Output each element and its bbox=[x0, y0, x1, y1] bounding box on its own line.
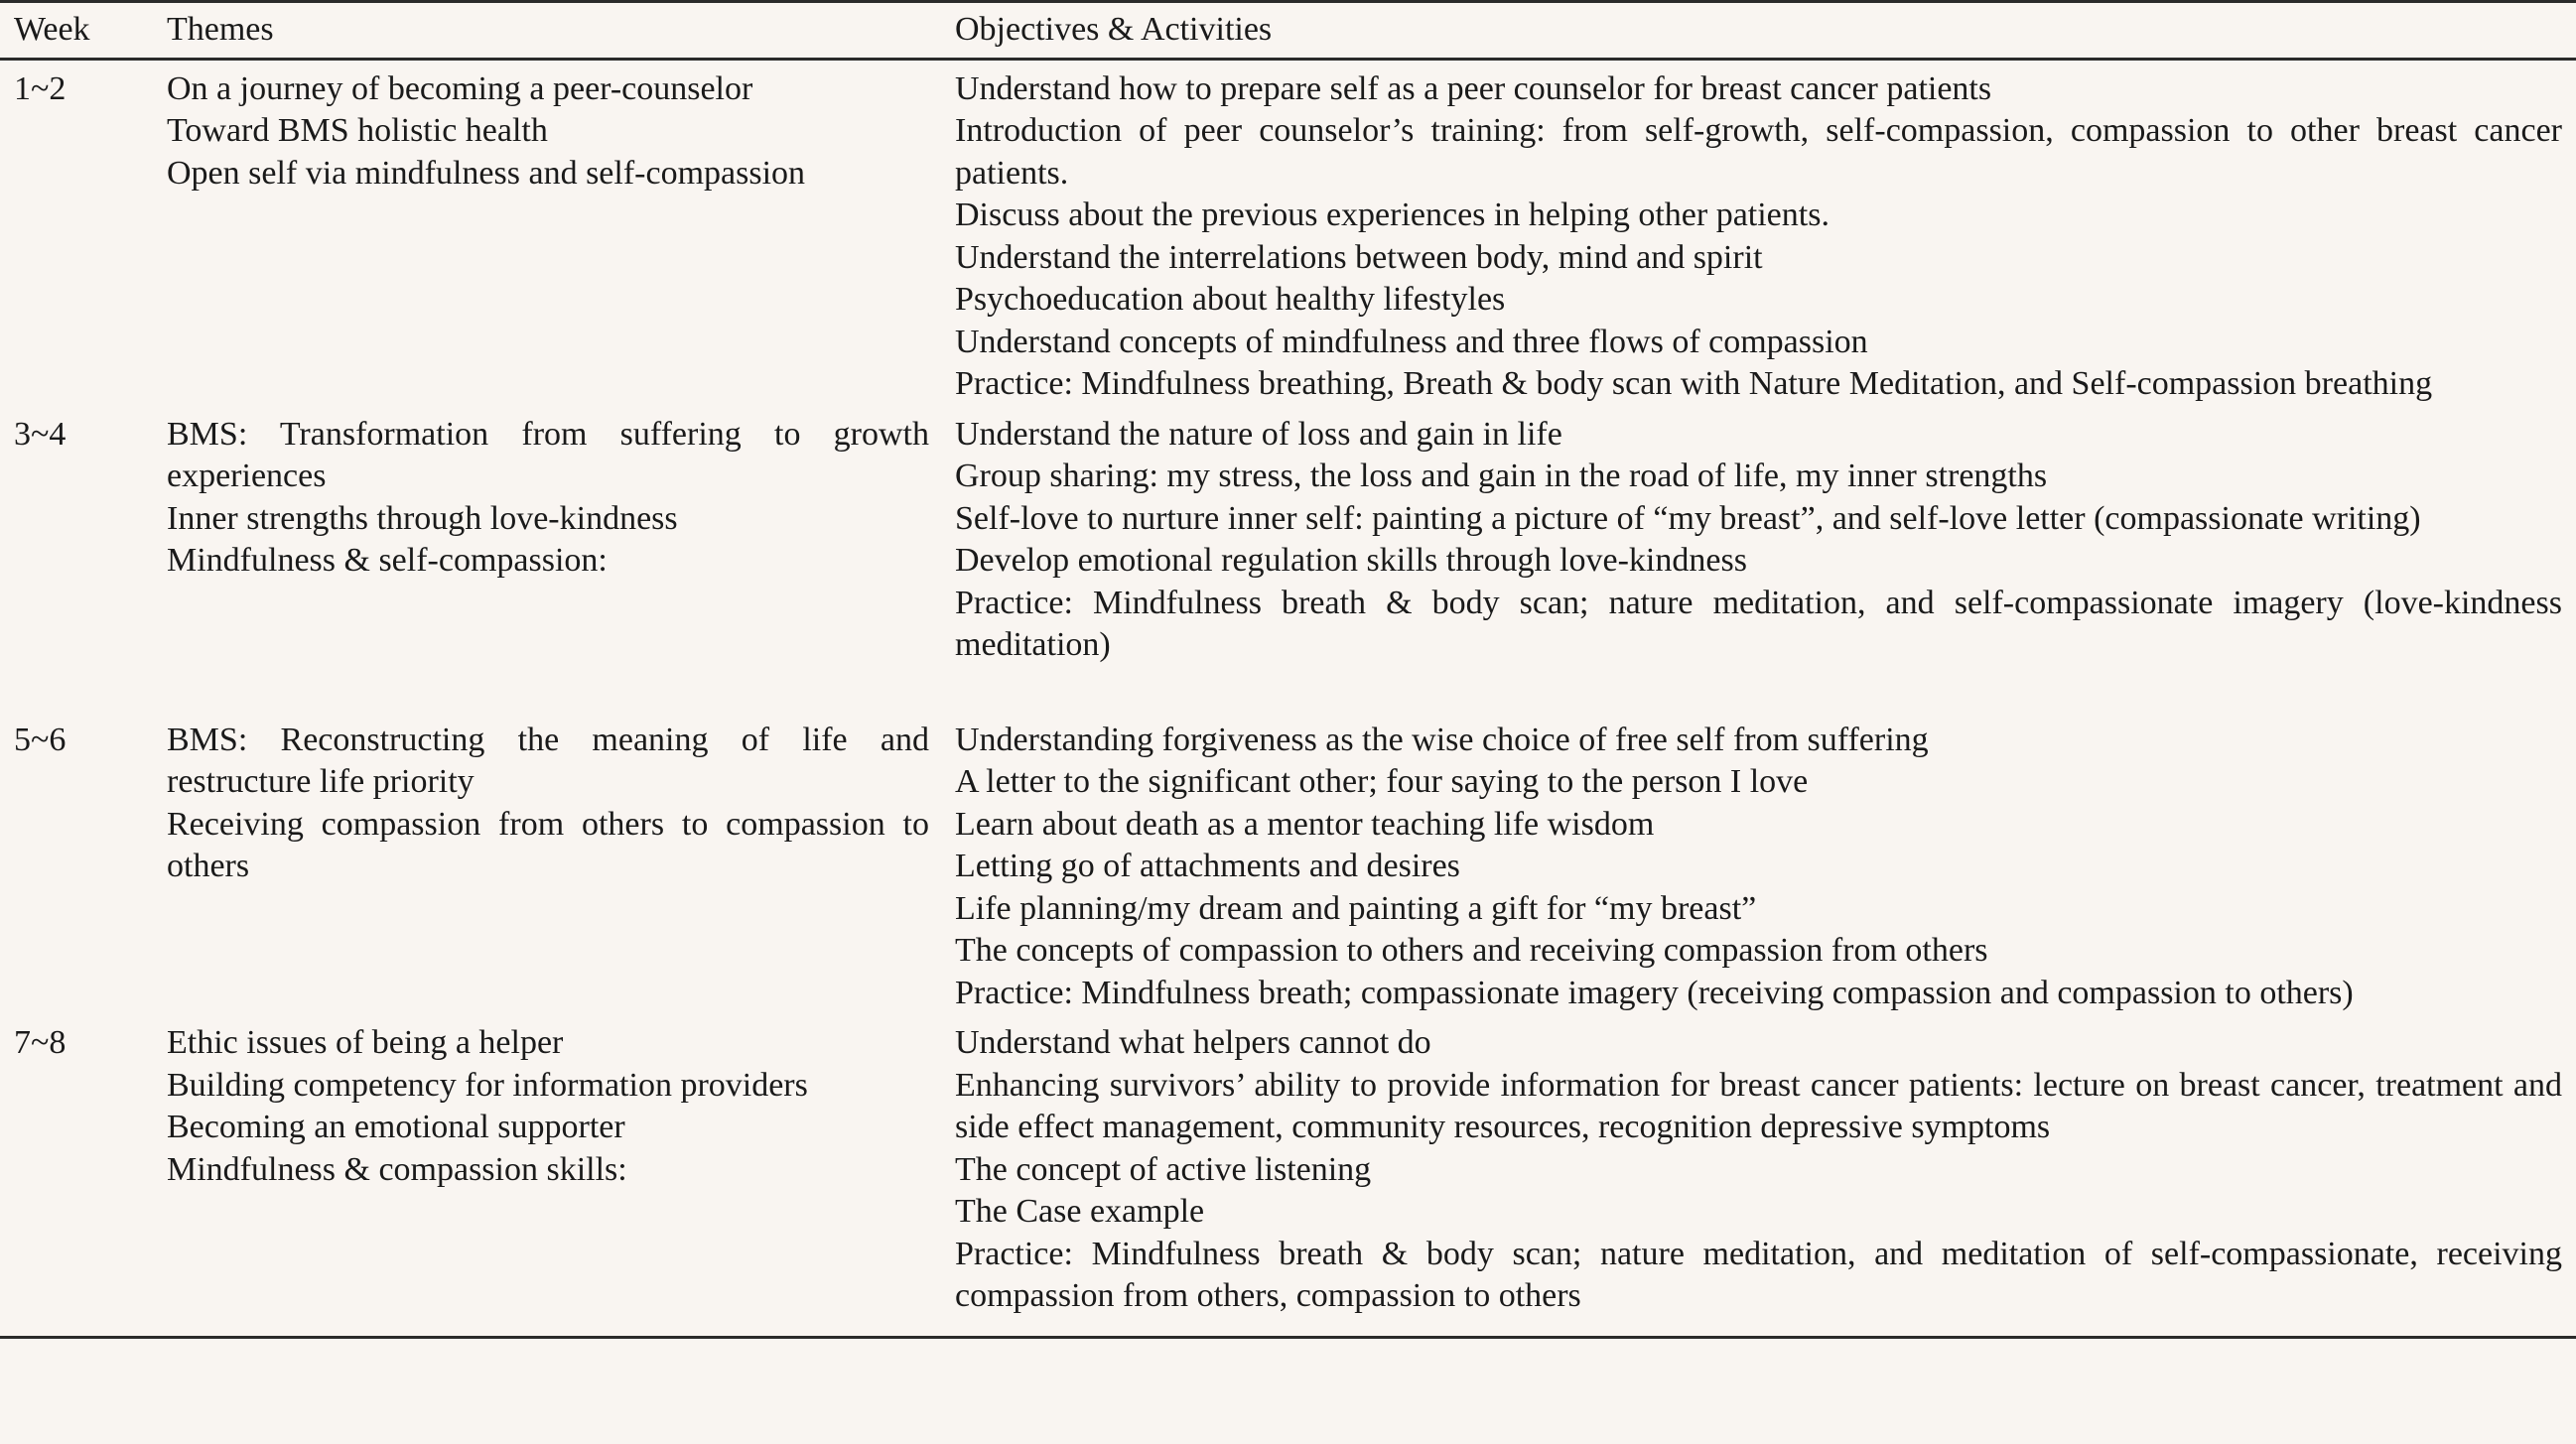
objective-item: Discuss about the previous experiences in helping other patients. bbox=[955, 197, 1830, 233]
header-row bbox=[0, 2, 2576, 60]
theme-item: Open self via mindfulness and self-compassion bbox=[167, 154, 806, 192]
themes-cell bbox=[164, 59, 955, 406]
objective-item: Life planning/my dream and painting a gift for “my breast” bbox=[955, 889, 1757, 927]
week-value: 5~6 bbox=[14, 721, 67, 758]
theme-item: Inner strengths through love-kindness bbox=[167, 499, 678, 537]
week-cell bbox=[0, 59, 164, 406]
theme-item: Receiving compassion from others to compassion to others bbox=[167, 805, 929, 884]
objective-item: The concept of active listening bbox=[955, 1150, 1372, 1188]
objective-item: Group sharing: my stress, the loss and gain in the road of life, my inner strengths bbox=[955, 458, 2048, 494]
header-themes: Themes bbox=[167, 11, 274, 48]
objective-item: Practice: Mindfulness breath; compassionate imagery (receiving compassion and compassion to others) bbox=[955, 974, 2354, 1011]
theme-item: On a journey of becoming a peer-counselor bbox=[167, 69, 753, 107]
objective-item: Practice: Mindfulness breath & body scan; nature meditation, and self-compassionate imagery (love-kindness meditation) bbox=[955, 584, 2562, 663]
themes-cell bbox=[164, 712, 955, 1015]
week-value: 3~4 bbox=[14, 415, 67, 453]
table-body bbox=[0, 59, 2576, 1337]
objective-item: Understand the interrelations between body, mind and spirit bbox=[955, 238, 1763, 276]
week-value: 1~2 bbox=[14, 69, 67, 107]
week-cell bbox=[0, 406, 164, 712]
objective-item: Understand what helpers cannot do bbox=[955, 1024, 1431, 1061]
week-cell bbox=[0, 712, 164, 1015]
objective-item: Letting go of attachments and desires bbox=[955, 848, 1460, 884]
objective-item: Practice: Mindfulness breath & body scan; nature meditation, and meditation of self-compassionate, receiving compassion from others, compassion to others bbox=[955, 1235, 2562, 1314]
objective-item: The concepts of compassion to others and receiving compassion from others bbox=[955, 932, 1988, 969]
objectives-cell bbox=[955, 406, 2576, 712]
objective-item: Introduction of peer counselor’s training: from self-growth, self-compassion, compassion to other breast cancer patients. bbox=[955, 112, 2562, 192]
objective-item: A letter to the significant other; four saying to the person I love bbox=[955, 763, 1809, 800]
table-row bbox=[0, 1014, 2576, 1337]
objective-item: Understand concepts of mindfulness and three flows of compassion bbox=[955, 323, 1868, 360]
objective-item: Develop emotional regulation skills through love-kindness bbox=[955, 542, 1747, 579]
objective-item: Understand how to prepare self as a peer counselor for breast cancer patients bbox=[955, 69, 1992, 107]
header-week: Week bbox=[14, 11, 90, 48]
header-objectives: Objectives & Activities bbox=[955, 11, 1273, 48]
objective-item: Enhancing survivors’ ability to provide information for breast cancer patients: lecture on breast cancer, treatment and side effect management, community resources, recognition depressive symptoms bbox=[955, 1066, 2562, 1145]
theme-item: Ethic issues of being a helper bbox=[167, 1024, 564, 1061]
table-row bbox=[0, 59, 2576, 406]
themes-cell bbox=[164, 1014, 955, 1337]
theme-item: Mindfulness & compassion skills: bbox=[167, 1150, 627, 1188]
theme-item: Becoming an emotional supporter bbox=[167, 1109, 625, 1145]
themes-cell bbox=[164, 406, 955, 712]
objective-item: Practice: Mindfulness breathing, Breath & body scan with Nature Meditation, and Self-compassion breathing bbox=[955, 365, 2433, 402]
objectives-cell bbox=[955, 1014, 2576, 1337]
theme-item: BMS: Transformation from suffering to growth experiences bbox=[167, 415, 929, 494]
objective-item: Understand the nature of loss and gain in life bbox=[955, 415, 1562, 453]
theme-item: BMS: Reconstructing the meaning of life and restructure life priority bbox=[167, 721, 929, 800]
theme-item: Building competency for information providers bbox=[167, 1066, 808, 1104]
theme-item: Mindfulness & self-compassion: bbox=[167, 542, 608, 579]
objective-item: Psychoeducation about healthy lifestyles bbox=[955, 281, 1506, 318]
table-row bbox=[0, 406, 2576, 712]
table-row bbox=[0, 712, 2576, 1015]
objective-item: Self-love to nurture inner self: painting a picture of “my breast”, and self-love letter (compassionate writing) bbox=[955, 499, 2421, 537]
table-header bbox=[0, 2, 2576, 60]
objective-item: The Case example bbox=[955, 1193, 1205, 1230]
objectives-cell bbox=[955, 59, 2576, 406]
theme-item: Toward BMS holistic health bbox=[167, 112, 548, 149]
week-cell bbox=[0, 1014, 164, 1337]
objective-item: Learn about death as a mentor teaching life wisdom bbox=[955, 805, 1655, 843]
objectives-cell bbox=[955, 712, 2576, 1015]
objective-item: Understanding forgiveness as the wise choice of free self from suffering bbox=[955, 721, 1929, 758]
week-value: 7~8 bbox=[14, 1024, 67, 1061]
